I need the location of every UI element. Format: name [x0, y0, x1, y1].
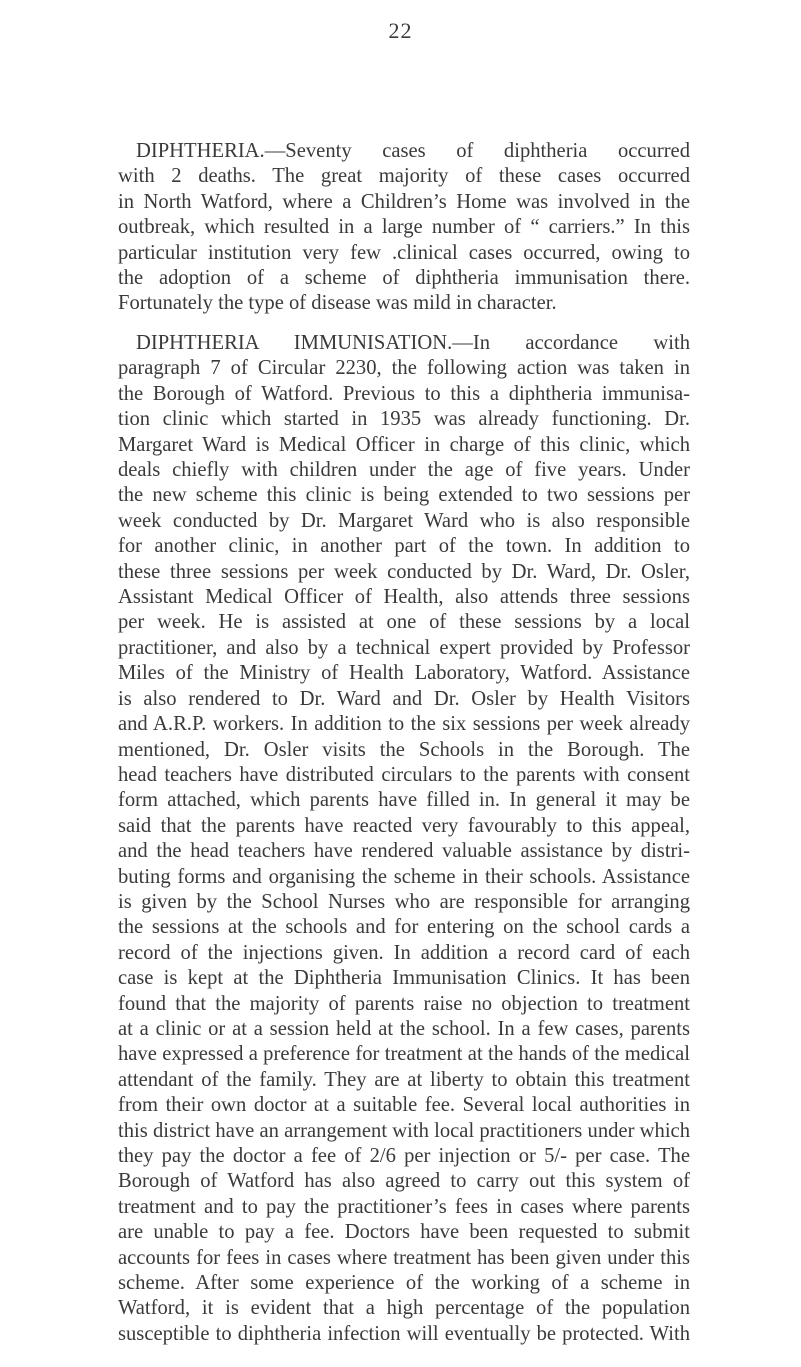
text-line: practitioner, and also by a technical expert provided by Professor [118, 636, 690, 659]
text-line: with 2 deaths. The great majority of these cases occurred [118, 165, 690, 188]
text-line: this district have an arrangement with local practitioners under which [118, 1119, 690, 1142]
text-line: week conducted by Dr. Margaret Ward who is also responsible [118, 509, 690, 532]
text-line: Miles of the Ministry of Health Laboratory, Watford. Assistance [118, 662, 690, 685]
text-line: susceptible to diphtheria infection will eventually be protected. With [118, 1322, 690, 1345]
text-line: the Borough of Watford. Previous to this a diphtheria immunisa- [118, 382, 690, 405]
text-line: form attached, which parents have filled in. In general it may be [118, 789, 690, 812]
text-line: treatment and to pay the practitioner’s fees in cases where parents [118, 1195, 690, 1218]
text-line: have expressed a preference for treatment at the hands of the medical [118, 1043, 690, 1066]
text-line: Borough of Watford has also agreed to carry out this system of [118, 1170, 690, 1193]
text-line: deals chiefly with children under the age of five years. Under [118, 459, 690, 482]
text-line: for another clinic, in another part of the town. In addition to [118, 535, 690, 558]
text-line: Fortunately the type of disease was mild in character. [118, 292, 557, 315]
text-line: mentioned, Dr. Osler visits the Schools in the Borough. The [118, 738, 690, 761]
text-line: Margaret Ward is Medical Officer in charge of this clinic, which [118, 433, 690, 456]
text-line: per week. He is assisted at one of these sessions by a local [118, 611, 690, 634]
text-line: head teachers have distributed circulars to the parents with consent [118, 763, 690, 786]
text-line: paragraph 7 of Circular 2230, the following action was taken in [118, 357, 690, 380]
text-line: is given by the School Nurses who are responsible for arranging [118, 890, 690, 913]
text-line: accounts for fees in cases where treatment has been given under this [118, 1246, 690, 1269]
text-line: found that the majority of parents raise no objection to treatment [118, 992, 690, 1015]
text-line: and the head teachers have rendered valuable assistance by distri- [118, 840, 690, 863]
text-line: tion clinic which started in 1935 was already functioning. Dr. [118, 408, 690, 431]
text-line: these three sessions per week conducted by Dr. Ward, Dr. Osler, [118, 560, 690, 583]
text-line: said that the parents have reacted very favourably to this appeal, [118, 814, 690, 837]
text-line: and A.R.P. workers. In addition to the six sessions per week already [118, 713, 690, 736]
text-line: scheme. After some experience of the working of a scheme in [118, 1272, 690, 1295]
text-line: buting forms and organising the scheme in their schools. Assistance [118, 865, 690, 888]
text-line: Assistant Medical Officer of Health, also attends three sessions [118, 586, 690, 609]
page-number: 22 [388, 18, 413, 43]
text-line: the adoption of a scheme of diphtheria immunisation there. [118, 267, 690, 290]
text-line: Watford, it is evident that a high percentage of the population [118, 1297, 690, 1320]
text-line: outbreak, which resulted in a large number of “ carriers.” In this [118, 216, 690, 239]
text-line: record of the injections given. In addition a record card of each [118, 941, 690, 964]
text-line: at a clinic or at a session held at the school. In a few cases, parents [118, 1017, 690, 1040]
text-line: particular institution very few .clinical cases occurred, owing to [118, 241, 690, 264]
paragraph-diphtheria [118, 139, 690, 317]
text-line: the sessions at the schools and for entering on the school cards a [118, 916, 690, 939]
text-line: DIPHTHERIA.—Seventy cases of diphtheria occurred [136, 140, 690, 162]
text-line: DIPHTHERIA IMMUNISATION.—In accordance with [136, 332, 690, 354]
text-line: in North Watford, where a Children’s Home was involved in the [118, 190, 690, 213]
text-line: are unable to pay a fee. Doctors have been requested to submit [118, 1221, 690, 1244]
text-line: the new scheme this clinic is being extended to two sessions per [118, 484, 690, 507]
text-line: case is kept at the Diphtheria Immunisation Clinics. It has been [118, 967, 690, 990]
text-line: they pay the doctor a fee of 2/6 per injection or 5/- per case. The [118, 1145, 690, 1167]
text-line: attendant of the family. They are at liberty to obtain this treatment [118, 1068, 690, 1091]
text-line: is also rendered to Dr. Ward and Dr. Osler by Health Visitors [118, 687, 690, 710]
text-line: from their own doctor at a suitable fee. Several local authorities in [118, 1094, 690, 1117]
paragraph-diphtheria-immunisation [118, 331, 690, 1347]
